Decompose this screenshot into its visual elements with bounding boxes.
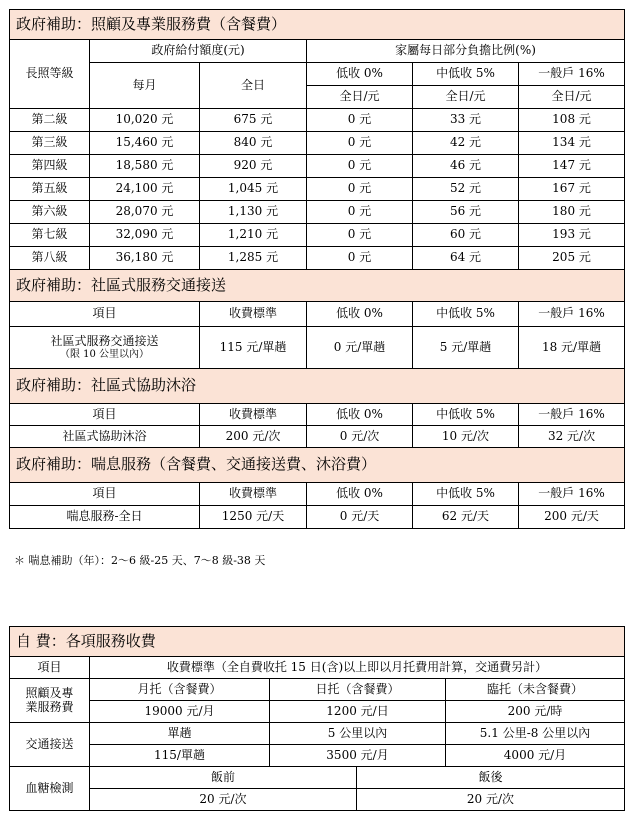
monthly-cell: 36,180 元 <box>90 247 200 270</box>
standard-header: 收費標準 <box>200 483 307 506</box>
within-5km-header: 5 公里以內 <box>270 723 446 745</box>
midlow-cell: 5 元/單趟 <box>413 327 519 369</box>
self-pay-table <box>9 626 625 811</box>
monthly-cell: 28,070 元 <box>90 201 200 224</box>
monthly-cell: 10,020 元 <box>90 109 200 132</box>
monthly-cell: 24,100 元 <box>90 178 200 201</box>
monthly-care-header: 月托（含餐費） <box>90 679 270 701</box>
item-header: 項目 <box>10 483 200 506</box>
general-cell: 134 元 <box>519 132 625 155</box>
after-meal-header: 飯後 <box>357 767 625 789</box>
table-row <box>10 178 625 201</box>
low-cell: 0 元 <box>307 132 413 155</box>
transport-item-note: （限 10 公里以內） <box>59 348 150 360</box>
midlow-cell: 56 元 <box>413 201 519 224</box>
monthly-care-fee: 19000 元/月 <box>90 701 270 723</box>
midlow-cell: 42 元 <box>413 132 519 155</box>
respite-note: ＊ 喘息補助（年）：2～6 級-25 天、7～8 級-38 天 <box>14 554 266 567</box>
daily-care-header: 日托（含餐費） <box>270 679 446 701</box>
monthly-cell: 15,460 元 <box>90 132 200 155</box>
item-header: 項目 <box>10 404 200 426</box>
temporary-care-header: 臨托（未含餐費） <box>446 679 625 701</box>
general-cell: 200 元/天 <box>519 506 625 529</box>
general-household-header: 一般戶 16% <box>519 63 625 86</box>
before-meal-fee: 20 元/次 <box>90 789 357 811</box>
blood-sugar-label: 血糖檢測 <box>10 767 90 811</box>
level-cell: 第二級 <box>10 109 90 132</box>
midlow-cell: 60 元 <box>413 224 519 247</box>
monthly-cell: 18,580 元 <box>90 155 200 178</box>
single-trip-fee: 115/單趟 <box>90 745 270 767</box>
midlow-cell: 62 元/天 <box>413 506 519 529</box>
single-trip-header: 單趟 <box>90 723 270 745</box>
transport-label: 交通接送 <box>10 723 90 767</box>
family-share-header: 家屬每日部分負擔比例(%) <box>307 40 625 63</box>
general-household-header: 一般戶 16% <box>519 404 625 426</box>
table-row <box>10 132 625 155</box>
table-row <box>10 426 625 448</box>
general-cell: 193 元 <box>519 224 625 247</box>
table-row <box>10 506 625 529</box>
transport-item-label: 社區式服務交通接送 <box>50 333 159 348</box>
low-income-header: 低收 0% <box>307 302 413 327</box>
level-header: 長照等級 <box>10 40 90 109</box>
low-cell: 0 元 <box>307 201 413 224</box>
midlow-cell: 33 元 <box>413 109 519 132</box>
table-row <box>10 109 625 132</box>
general-household-header: 一般戶 16% <box>519 302 625 327</box>
table-row <box>10 201 625 224</box>
standard-cell: 1250 元/天 <box>200 506 307 529</box>
low-cell: 0 元/單趟 <box>307 327 413 369</box>
daily-cell: 840 元 <box>200 132 307 155</box>
bath-section-title: 政府補助：社區式協助沐浴 <box>10 369 625 404</box>
self-pay-section-title: 自 費：各項服務收費 <box>10 627 625 657</box>
unit-header: 全日/元 <box>519 86 625 109</box>
bath-item-cell: 社區式協助沐浴 <box>10 426 200 448</box>
government-subsidy-table <box>9 9 625 529</box>
low-cell: 0 元/天 <box>307 506 413 529</box>
standard-cell: 115 元/單趟 <box>200 327 307 369</box>
level-cell: 第七級 <box>10 224 90 247</box>
unit-header: 全日/元 <box>307 86 413 109</box>
general-cell: 180 元 <box>519 201 625 224</box>
daily-care-fee: 1200 元/日 <box>270 701 446 723</box>
mid-low-income-header: 中低收 5% <box>413 63 519 86</box>
low-cell: 0 元 <box>307 109 413 132</box>
unit-header: 全日/元 <box>413 86 519 109</box>
midlow-cell: 52 元 <box>413 178 519 201</box>
respite-item-cell: 喘息服務-全日 <box>10 506 200 529</box>
table-row <box>10 327 625 369</box>
item-header: 項目 <box>10 302 200 327</box>
level-cell: 第四級 <box>10 155 90 178</box>
within-8km-header: 5.1 公里-8 公里以內 <box>446 723 625 745</box>
general-cell: 147 元 <box>519 155 625 178</box>
low-income-header: 低收 0% <box>307 483 413 506</box>
general-household-header: 一般戶 16% <box>519 483 625 506</box>
general-cell: 18 元/單趟 <box>519 327 625 369</box>
standard-header: 收費標準 <box>200 302 307 327</box>
transport-section-title: 政府補助：社區式服務交通接送 <box>10 270 625 302</box>
standard-header: 收費標準 <box>200 404 307 426</box>
standard-header: 收費標準（全自費收托 15 日(含)以上即以月托費用計算，交通費另計） <box>90 657 625 679</box>
mid-low-income-header: 中低收 5% <box>413 404 519 426</box>
general-cell: 32 元/次 <box>519 426 625 448</box>
transport-item-cell <box>10 327 200 369</box>
daily-cell: 1,285 元 <box>200 247 307 270</box>
table-row <box>10 155 625 178</box>
within-8km-fee: 4000 元/月 <box>446 745 625 767</box>
temporary-care-fee: 200 元/時 <box>446 701 625 723</box>
general-cell: 108 元 <box>519 109 625 132</box>
level-cell: 第三級 <box>10 132 90 155</box>
monthly-header: 每月 <box>90 63 200 109</box>
gov-amount-header: 政府給付額度(元) <box>90 40 307 63</box>
low-cell: 0 元 <box>307 178 413 201</box>
daily-header: 全日 <box>200 63 307 109</box>
midlow-cell: 64 元 <box>413 247 519 270</box>
daily-cell: 920 元 <box>200 155 307 178</box>
level-cell: 第五級 <box>10 178 90 201</box>
after-meal-fee: 20 元/次 <box>357 789 625 811</box>
midlow-cell: 46 元 <box>413 155 519 178</box>
low-income-header: 低收 0% <box>307 404 413 426</box>
midlow-cell: 10 元/次 <box>413 426 519 448</box>
general-cell: 167 元 <box>519 178 625 201</box>
care-service-label <box>10 679 90 723</box>
before-meal-header: 飯前 <box>90 767 357 789</box>
level-cell: 第八級 <box>10 247 90 270</box>
low-cell: 0 元 <box>307 247 413 270</box>
mid-low-income-header: 中低收 5% <box>413 483 519 506</box>
low-cell: 0 元 <box>307 224 413 247</box>
monthly-cell: 32,090 元 <box>90 224 200 247</box>
general-cell: 205 元 <box>519 247 625 270</box>
within-5km-fee: 3500 元/月 <box>270 745 446 767</box>
daily-cell: 1,130 元 <box>200 201 307 224</box>
standard-cell: 200 元/次 <box>200 426 307 448</box>
daily-cell: 675 元 <box>200 109 307 132</box>
daily-cell: 1,045 元 <box>200 178 307 201</box>
care-label-line1: 照顧及專 <box>25 685 74 700</box>
low-cell: 0 元/次 <box>307 426 413 448</box>
care-section-title: 政府補助：照顧及專業服務費（含餐費） <box>10 10 625 40</box>
table-row <box>10 224 625 247</box>
low-income-header: 低收 0% <box>307 63 413 86</box>
level-cell: 第六級 <box>10 201 90 224</box>
low-cell: 0 元 <box>307 155 413 178</box>
respite-section-title: 政府補助：喘息服務（含餐費、交通接送費、沐浴費） <box>10 448 625 483</box>
daily-cell: 1,210 元 <box>200 224 307 247</box>
table-row <box>10 247 625 270</box>
item-header: 項目 <box>10 657 90 679</box>
mid-low-income-header: 中低收 5% <box>413 302 519 327</box>
care-label-line2: 業服務費 <box>25 699 74 714</box>
